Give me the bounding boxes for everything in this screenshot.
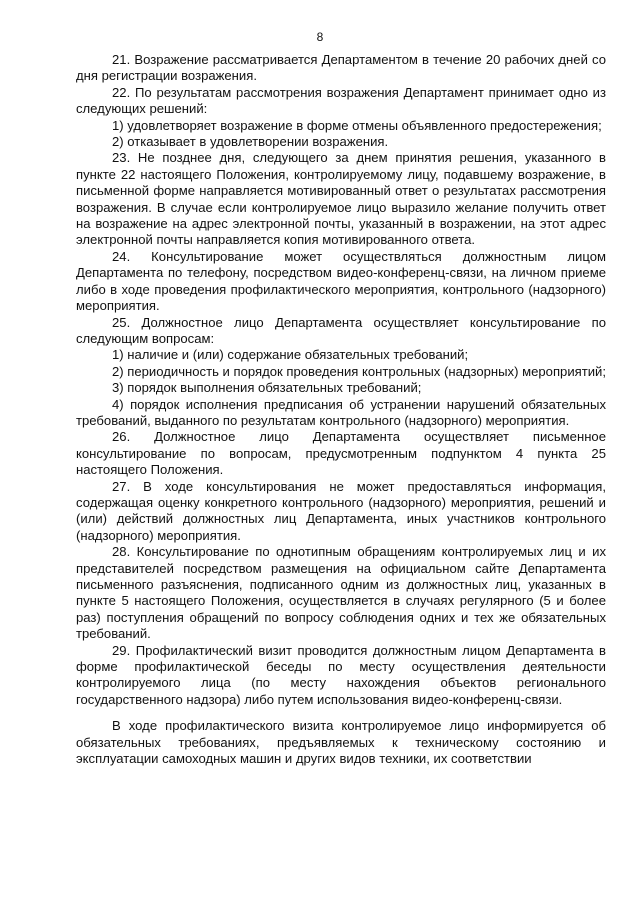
paragraph-25-item-4: 4) порядок исполнения предписания об устранении нарушений обязательных требований, выданного по результатам контрольного (надзорного) мероприятия.	[76, 396, 606, 428]
document-body	[76, 52, 606, 767]
paragraph-25-item-1: 1) наличие и (или) содержание обязательных требований;	[112, 347, 469, 363]
paragraph-22-item-1: 1) удовлетворяет возражение в форме отмены объявленного предостережения;	[112, 117, 602, 133]
paragraph-27: 27. В ходе консультирования не может предоставляться информация, содержащая оценку конкретного контрольного (надзорного) мероприятия, решений и (или) действий должностных лиц Департамента, иных участников контрольного (надзорного) мероприятия.	[76, 478, 606, 543]
paragraph-28: 28. Консультирование по однотипным обращениям контролируемых лиц и их представителей посредством размещения на официальном сайте Департамента письменного разъяснения, подписанного одним из должностных лиц, указанных в пункте 5 настоящего Положения, осуществляется в случаях регулярного (5 и более раз) поступления обращений по вопросу соблюдения одних и тех же обязательных требований.	[76, 544, 606, 642]
page-number: 8	[316, 30, 324, 44]
paragraph-22: 22. По результатам рассмотрения возражения Департамент принимает одно из следующих решений:	[76, 84, 606, 117]
paragraph-29-continuation: В ходе профилактического визита контролируемое лицо информируется об обязательных требованиях, предъявляемых к техническому состоянию и эксплуатации самоходных машин и других видов техники, их соответствии	[76, 718, 606, 767]
paragraph-24: 24. Консультирование может осуществляться должностным лицом Департамента по телефону, посредством видео-конференц-связи, на личном приеме либо в ходе проведения профилактического мероприятия, контрольного (надзорного) мероприятия.	[76, 248, 606, 314]
paragraph-25-item-2: 2) периодичность и порядок проведения контрольных (надзорных) мероприятий;	[112, 363, 606, 379]
paragraph-25: 25. Должностное лицо Департамента осуществляет консультирование по следующим вопросам:	[76, 314, 606, 346]
paragraph-25-item-3: 3) порядок выполнения обязательных требований;	[112, 380, 422, 396]
paragraph-26: 26. Должностное лицо Департамента осуществляет письменное консультирование по вопросам, предусмотренным подпунктом 4 пункта 25 настоящего Положения.	[76, 429, 606, 478]
paragraph-21: 21. Возражение рассматривается Департаментом в течение 20 рабочих дней со дня регистрации возражения.	[76, 52, 606, 84]
paragraph-22-item-2: 2) отказывает в удовлетворении возражения.	[112, 134, 389, 150]
paragraph-29: 29. Профилактический визит проводится должностным лицом Департамента в форме профилактической беседы по месту осуществления деятельности контролируемого лица (по месту нахождения объектов регионального государственного надзора) либо путем использования видео-конференц-связи.	[76, 642, 606, 707]
paragraph-23: 23. Не позднее дня, следующего за днем принятия решения, указанного в пункте 22 настоящего Положения, контролируемому лицу, подавшему возражение, в письменной форме направляется мотивированный ответ о результатах рассмотрения возражения. В случае если контролируемое лицо выразило желание получить ответ на возражение на адрес электронной почты, указанный в возражении, на этот адрес электронной почты направляется копия мотивированного ответа.	[76, 150, 606, 248]
